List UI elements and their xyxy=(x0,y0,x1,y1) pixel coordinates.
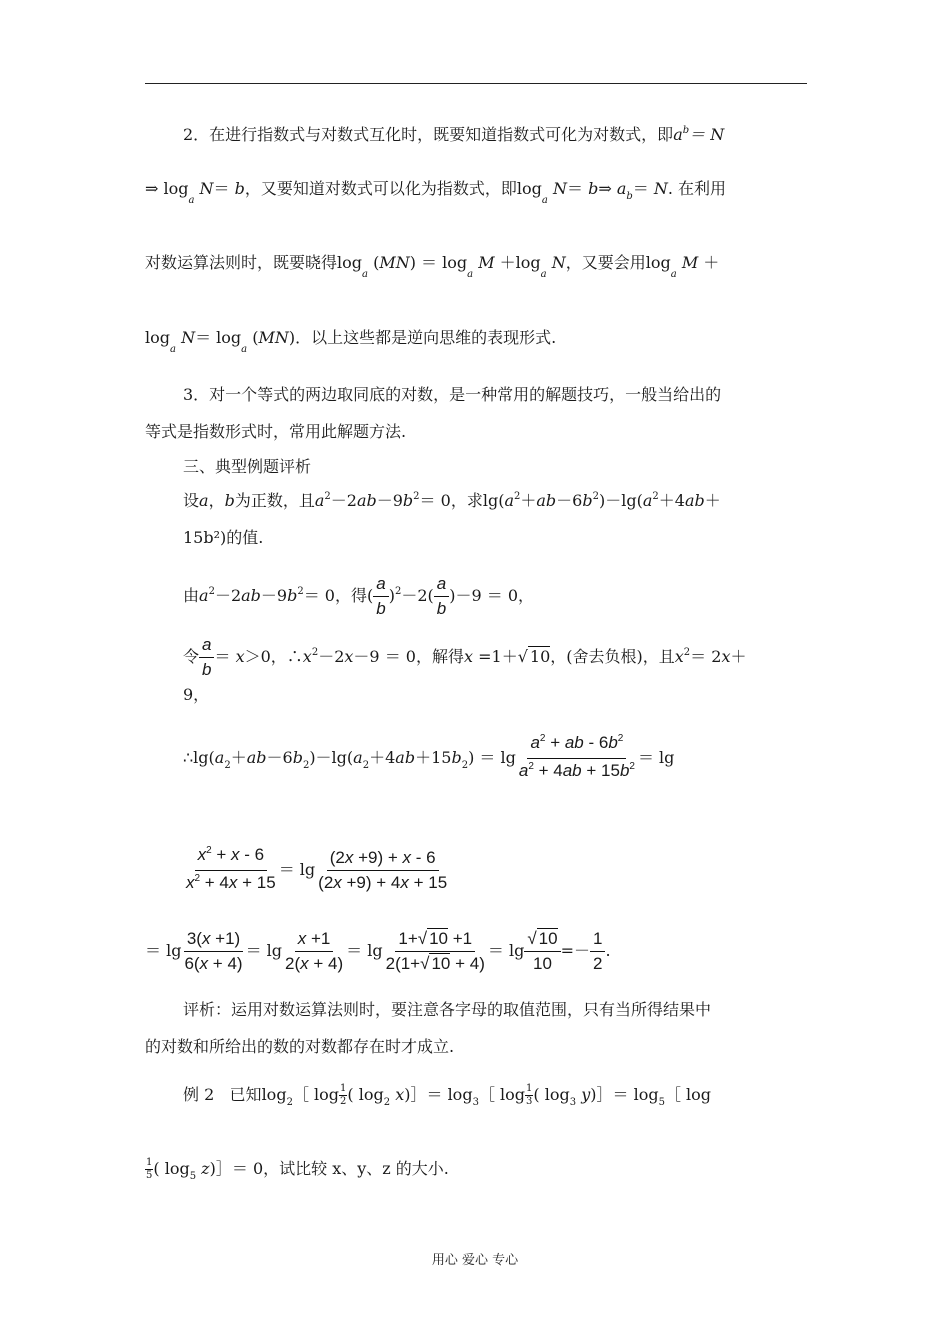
para2-line1: 2．在进行指数式与对数式互化时，既要知道指数式可化为对数式，即$a^b= N$ xyxy=(183,125,725,144)
para2-text-2: ，又要知道对数式可以化为指数式，即 xyxy=(244,179,517,198)
para3-line2: 等式是指数形式时，常用此解题方法. xyxy=(145,422,407,441)
para2-text-5: ，又要会用 xyxy=(565,253,646,272)
para3-line1: 3．对一个等式的两边取同底的对数，是一种常用的解题技巧，一般当给出的 xyxy=(183,385,722,404)
para2-text-1: 2．在进行指数式与对数式互化时，既要知道指数式可化为对数式，即 xyxy=(183,125,674,144)
page-footer: 用心 爱心 专心 xyxy=(431,1253,519,1268)
example2-label: 例 2 xyxy=(183,1085,215,1104)
solution-step4: $\frac{x^2 + x - 6}{x^2 + 4x + 15}$ ＝ lg $\frac{(2x +9) + x - 6}{(2x +9) + 4x + 15}$ xyxy=(186,845,448,892)
solution-step2: 令 $\frac{a}{b}$ ＝ x＞0，$\therefore x^2-2x-9 = 0$，解得x =1＋√ 10，(舍去负根)，且$x^2= 2x+$ xyxy=(183,635,747,679)
para2-text-6: ．以上这些都是逆向思维的表现形式. xyxy=(295,328,557,347)
solution-step2-cont: 9， xyxy=(183,685,210,704)
para2-line2: ⇒ $\log_a N= b$，又要知道对数式可以化为指数式，即$\log_a N=$ b⇒ $a_b= N$. 在利用 xyxy=(145,179,727,206)
example2-line1: 例 2 已知$\log_2[$ log $\frac{1}{2}$ ( $\log_2$ x)］＝ $\log_3[$ log $\frac{1}{3}$ ( $\log_3$ y)］＝ $\log_5[$ log xyxy=(183,1083,712,1108)
para2-text-3: . 在利用 xyxy=(667,179,727,198)
para2-line3: 对数运算法则时，既要晓得$\log_a (MN) = \log_a M +\log_a$ N，又要会用$\log_a M$ ＋ xyxy=(145,253,720,280)
commentary-line1: 评析：运用对数运算法则时，要注意各字母的取值范围，只有当所得结果中 xyxy=(183,1000,712,1019)
example2-line2: $\frac{1}{5}$ ( $\log_5$ z)］＝ 0，试比较 x、y、z 的大小. xyxy=(146,1157,449,1182)
header-rule xyxy=(145,83,807,84)
commentary-line2: 的对数和所给出的数的对数都存在时才成立. xyxy=(145,1037,455,1056)
section-title: 三、典型例题评析 xyxy=(183,457,312,476)
solution-step5: ＝ lg $\frac{3(x +1)}{6(x + 4)}$ ＝ lg $\frac{x +1}{2(x + 4)}$ ＝ lg $\frac{1+√ 10 +1}{2(1+√ 10 + 4)}$ ＝ lg $\frac{√ 10}{10}$ =－ $\frac{1}{2}$ . xyxy=(145,929,611,973)
para2-line4: $\log_a N= \log_a (MN)$．以上这些都是逆向思维的表现形式. xyxy=(145,328,557,355)
example1-question: 设a，b为正数，且$a^2-2ab-9b^2= 0$，求$\lg(a^2+ab-6b^2)-\lg(a^2+4ab+$ xyxy=(183,491,721,510)
solution-step3: $\therefore\lg(a_2+ab-6b_2)-\lg(a_2+4ab+15b_2) = \lg$ $\frac{a^2 + ab - 6b^2}{a^2 + 4ab + 15b^2}$ ＝ lg xyxy=(183,733,675,780)
example1-question-cont: 15b²)的值. xyxy=(183,528,264,547)
para2-text-4: 对数运算法则时，既要晓得 xyxy=(145,253,338,272)
solution-step1: 由$a^2-2ab-9b^2= 0$，得( $\frac{a}{b}$ )$^2$－2( $\frac{a}{b}$ )－9 ＝ 0， xyxy=(183,574,535,618)
